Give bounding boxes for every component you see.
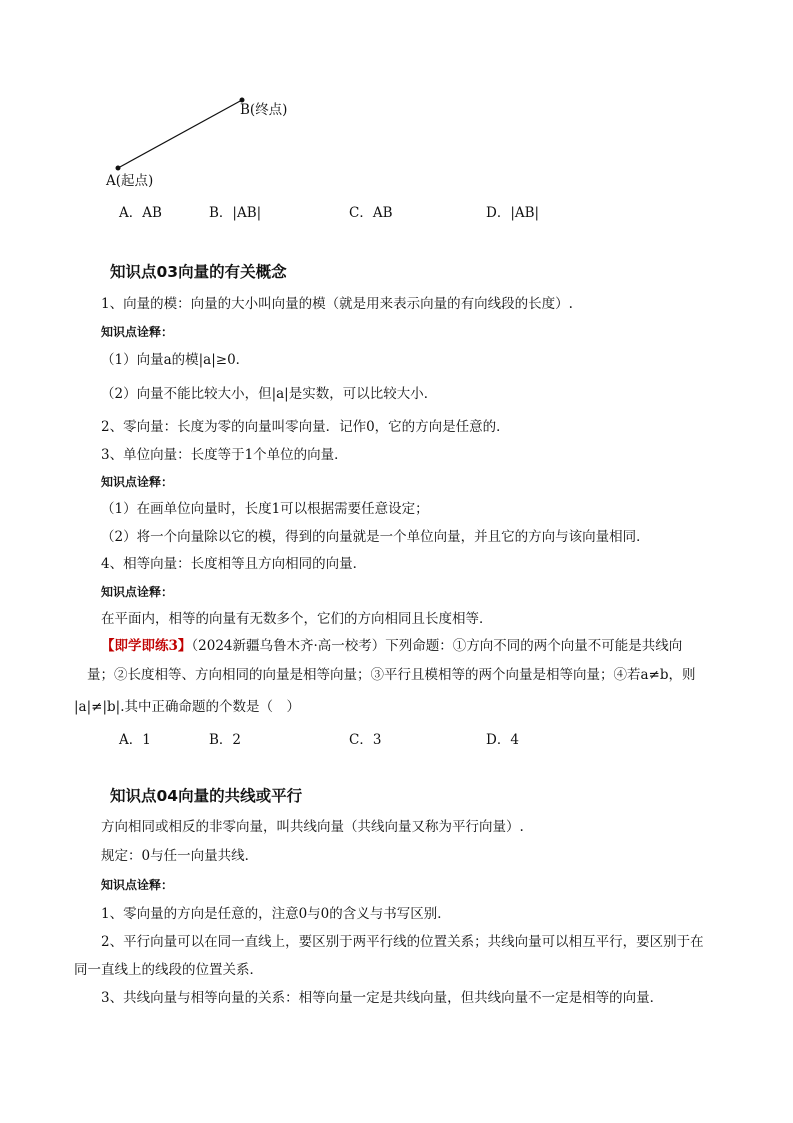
s3-p4a: 在平面内，相等的向量有无数多个，它们的方向相同且长度相等． bbox=[101, 611, 493, 627]
prev-option-a: A．AB bbox=[119, 205, 162, 221]
s3-p3b: （2）将一个向量除以它的模，得到的向量就是一个单位向量，并且它的方向与该向量相同． bbox=[101, 529, 650, 545]
exercise-3-line1 bbox=[101, 637, 682, 655]
exercise-3-line2: 量；②长度相等、方向相同的向量是相等向量；③平行且模相等的两个向量是相等向量；④若a≠b，则 bbox=[87, 667, 696, 683]
s4-p4b: 同一直线上的线段的位置关系． bbox=[74, 962, 263, 978]
s3-p2: 2、零向量：长度为零的向量叫零向量．记作0，它的方向是任意的． bbox=[101, 419, 510, 435]
s4-p4a: 2、平行向量可以在同一直线上，要区别于两平行线的位置关系；共线向量可以相互平行，要区别于在 bbox=[101, 934, 704, 950]
ex3-option-a: A．1 bbox=[119, 732, 151, 748]
s4-p1: 方向相同或相反的非零向量，叫共线向量（共线向量又称为平行向量）. bbox=[101, 819, 524, 835]
prev-option-d: D．|AB| bbox=[486, 205, 540, 221]
point-a bbox=[116, 166, 121, 171]
s3-p1a: （1）向量a的模|a|≥0． bbox=[101, 352, 250, 368]
s3-note2: 知识点诠释： bbox=[101, 475, 174, 489]
s3-p3: 3、单位向量：长度等于1个单位的向量． bbox=[101, 447, 348, 463]
exercise-text-1: （2024新疆乌鲁木齐·高一校考）下列命题：①方向不同的两个向量不可能是共线向 bbox=[191, 638, 683, 654]
exercise-tag: 【即学即练3】 bbox=[101, 638, 192, 654]
s4-note: 知识点诠释： bbox=[101, 878, 174, 892]
s3-p4: 4、相等向量：长度相等且方向相同的向量． bbox=[101, 556, 367, 572]
prev-option-c: C．AB bbox=[349, 205, 393, 221]
s3-note1: 知识点诠释： bbox=[101, 325, 174, 339]
section3-title: 知识点03向量的有关概念 bbox=[110, 263, 287, 281]
exercise-3-line3: |a|≠|b|.其中正确命题的个数是（ ） bbox=[74, 699, 300, 715]
vector-ab-line bbox=[118, 100, 242, 168]
s3-p1: 1、向量的模：向量的大小叫向量的模（就是用来表示向量的有向线段的长度）. bbox=[101, 296, 573, 312]
label-b-end: B(终点) bbox=[240, 102, 288, 118]
s3-p1b: （2）向量不能比较大小，但|a|是实数，可以比较大小． bbox=[101, 386, 438, 402]
s4-p2: 规定：0与任一向量共线． bbox=[101, 848, 259, 864]
ex3-option-d: D．4 bbox=[486, 732, 519, 748]
s3-note3: 知识点诠释： bbox=[101, 585, 174, 599]
section4-title: 知识点04向量的共线或平行 bbox=[110, 787, 303, 805]
ex3-option-c: C．3 bbox=[349, 732, 382, 748]
prev-option-b: B．|AB| bbox=[209, 205, 262, 221]
s3-p3a: （1）在画单位向量时，长度1可以根据需要任意设定； bbox=[101, 501, 429, 517]
s4-p3: 1、零向量的方向是任意的，注意0与0的含义与书写区别． bbox=[101, 906, 451, 922]
s4-p5: 3、共线向量与相等向量的关系：相等向量一定是共线向量，但共线向量不一定是相等的向量． bbox=[101, 990, 664, 1006]
ex3-option-b: B．2 bbox=[209, 732, 242, 748]
label-a-start: A(起点) bbox=[106, 173, 154, 189]
